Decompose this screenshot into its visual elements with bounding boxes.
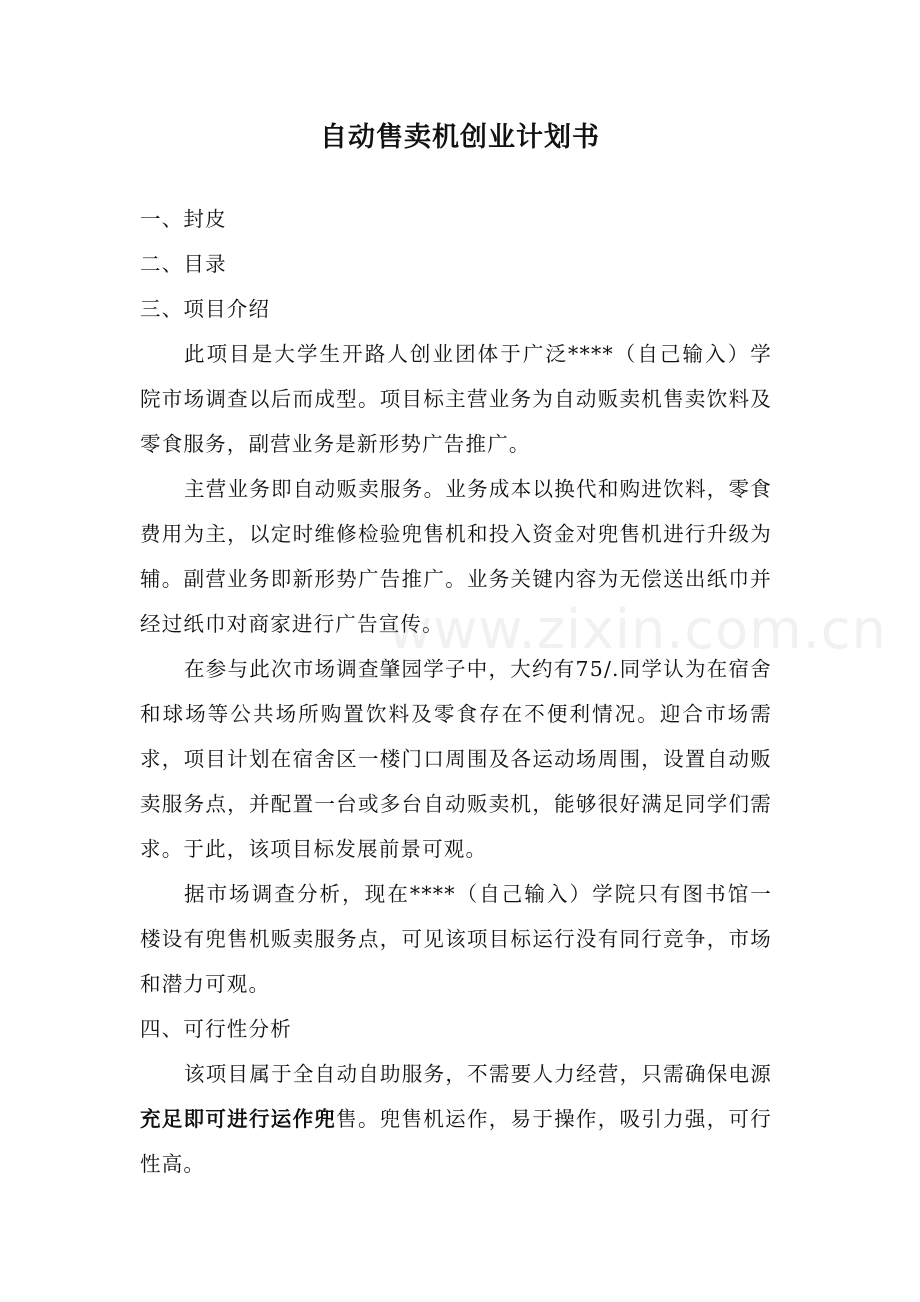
paragraph-main-business: 主营业务即自动贩卖服务。业务成本以换代和购进饮料，零食费用为主，以定时维修检验兜售机和投入资金对兜售机进行升级为辅。副营业务即新形势广告推广。业务关键内容为无偿送出纸巾并经过纸巾对商家进行广告宣传。 — [140, 477, 772, 636]
section-heading-feasibility: 四、可行性分析 — [140, 1017, 292, 1041]
paragraph-competition: 据市场调查分析，现在****（自己输入）学院只有图书馆一楼设有兜售机贩卖服务点，可见该项目标运行没有同行竞争，市场和潜力可观。 — [140, 882, 772, 996]
section-heading-toc: 二、目录 — [140, 252, 227, 276]
paragraph-intro: 此项目是大学生开路人创业团体于广泛****（自己输入）学院市场调查以后而成型。项目标主营业务为自动贩卖机售卖饮料及零食服务，副营业务是新形势广告推广。 — [140, 342, 772, 456]
paragraph-feasibility-part-2: 售。兜售机运作，易于操作，吸引力强，可行性高。 — [140, 1107, 772, 1176]
document-title: 自动售卖机创业计划书 — [320, 122, 600, 153]
document-body — [140, 197, 772, 1187]
paragraph-feasibility — [140, 1052, 772, 1187]
paragraph-feasibility-part-1: 该项目属于全自动自助服务，不需要人力经营，只需确保电源 — [184, 1062, 772, 1086]
paragraph-feasibility-bold: 充足即可进行运作兜 — [140, 1107, 337, 1131]
section-heading-cover: 一、封皮 — [140, 207, 227, 231]
watermark: www.zixin.com.cn — [388, 598, 887, 661]
paragraph-market-survey: 在参与此次市场调查肇园学子中，大约有75/.同学认为在宿舍和球场等公共场所购置饮料及零食存在不便利情况。迎合市场需求，项目计划在宿舍区一楼门口周围及各运动场周围，设置自动贩卖服务点，并配置一台或多台自动贩卖机，能够很好满足同学们需求。于此，该项目标发展前景可观。 — [140, 657, 772, 861]
section-heading-project-intro: 三、项目介绍 — [140, 297, 271, 321]
